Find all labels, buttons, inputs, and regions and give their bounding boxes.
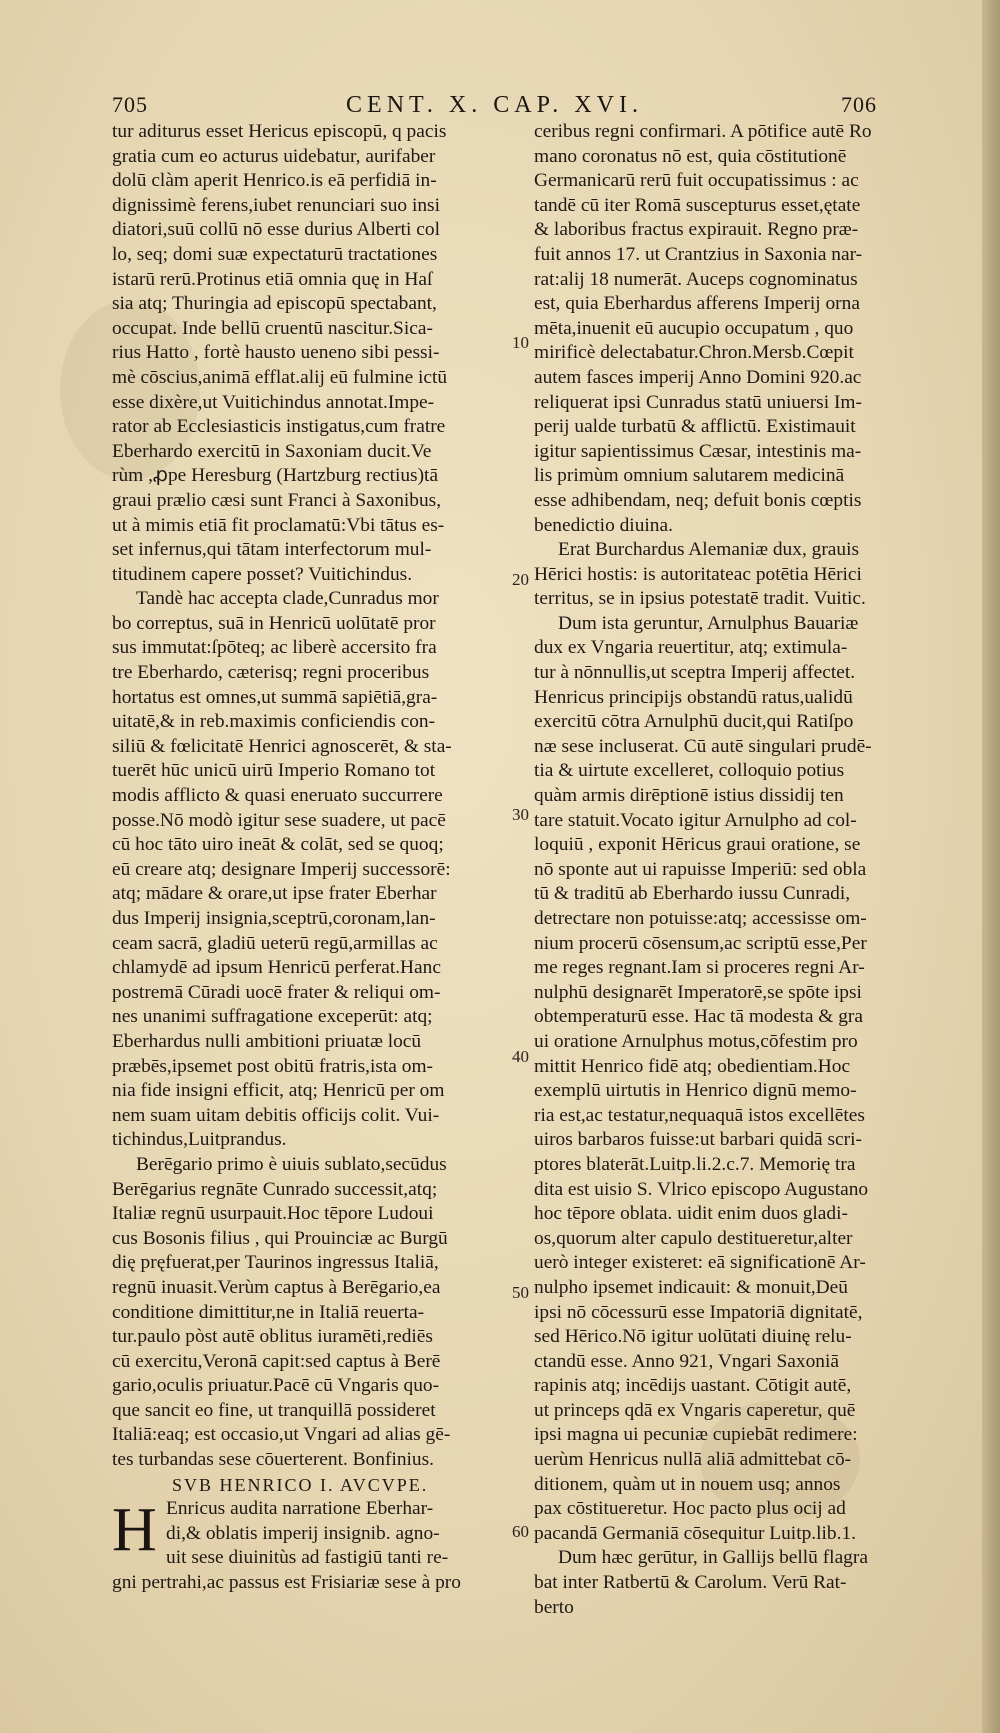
line-number-60: 60 bbox=[512, 1522, 529, 1541]
text-line bbox=[112, 1473, 512, 1498]
text-line-content: lis primùm omnium salutarem medicinā bbox=[534, 465, 845, 487]
text-line-content: dus Imperij insignia,sceptrū,coronam,lan- bbox=[112, 908, 436, 929]
line-number-10: 10 bbox=[512, 333, 529, 352]
text-line bbox=[112, 169, 512, 194]
text-line-content: rius Hatto , fortè hausto ueneno sibi pessi- bbox=[112, 342, 440, 364]
text-line-content: modis afflicto & quasi eneruato succurrere bbox=[112, 785, 443, 807]
text-line bbox=[112, 514, 512, 539]
text-line-content: nium procerū cōsensum,ac scriptū esse,Per bbox=[534, 932, 867, 954]
line-number-50: 50 bbox=[512, 1283, 529, 1302]
text-line-content: quàm armis dirēptionē istius dissidij ten bbox=[534, 785, 844, 807]
text-line bbox=[112, 1153, 512, 1178]
text-line-content: exercitū cōtra Arnulphū ducit,qui Ratiſpo bbox=[534, 711, 854, 733]
text-line bbox=[112, 1079, 512, 1104]
text-line bbox=[534, 1128, 964, 1153]
text-line bbox=[534, 858, 964, 883]
text-line-content: posse.Nō modò igitur sese suadere, ut pacē bbox=[112, 809, 446, 831]
text-line bbox=[534, 1522, 964, 1547]
text-line-content: os,quorum alter capulo destitueretur,alter bbox=[534, 1227, 853, 1249]
text-line bbox=[534, 292, 964, 317]
text-line bbox=[534, 612, 964, 637]
text-line bbox=[534, 120, 964, 145]
text-line bbox=[534, 710, 964, 735]
text-line bbox=[534, 587, 964, 612]
text-line bbox=[112, 1055, 512, 1080]
text-line-content: nia fide insigni efficit, atq; Henricū per om bbox=[112, 1080, 445, 1102]
text-line-content: Dum ista geruntur, Arnulphus Bauariæ bbox=[558, 612, 859, 634]
text-line bbox=[534, 1178, 964, 1203]
text-line-content: chlamydē ad ipsum Henricū perferat.Hanc bbox=[112, 957, 441, 979]
text-line-content: rator ab Ecclesiasticis instigatus,cum fratre bbox=[112, 416, 446, 438]
text-line bbox=[534, 1104, 964, 1129]
text-line-content: Berēgario primo è uiuis sublato,secūdus bbox=[136, 1153, 447, 1175]
text-line-content: ceam sacrā, gladiū ueterū regū,armillas ac bbox=[112, 932, 438, 954]
text-line bbox=[112, 1374, 512, 1399]
text-line bbox=[112, 858, 512, 883]
text-line-content: Tandè hac accepta clade,Cunradus mor bbox=[136, 588, 439, 610]
text-line-content: dignissimè ferens,iubet renunciari suo insi bbox=[112, 194, 440, 216]
text-line-content: autem fasces imperij Anno Domini 920.ac bbox=[534, 366, 862, 388]
text-line-content: di,& oblatis imperij insignib. agno- bbox=[166, 1522, 440, 1544]
text-line bbox=[534, 1251, 964, 1276]
text-line bbox=[534, 1301, 964, 1326]
text-line-content: rapinis atq; incēdijs uastant. Cōtigit autē, bbox=[534, 1375, 852, 1397]
text-line bbox=[534, 1497, 964, 1522]
text-line-content: dię pręfuerat,per Taurinos ingressus Italiā, bbox=[112, 1252, 439, 1274]
text-line-content: næ sese incluserat. Cū autē singulari prudē- bbox=[534, 735, 872, 757]
text-line-content: diatori,suū collū nō esse durius Alberti col bbox=[112, 219, 440, 241]
text-line-content: dita est uisio S. Vlrico episcopo Augustano bbox=[534, 1178, 869, 1200]
text-line-content: hoc tēpore oblata. uidit enim duos gladi- bbox=[534, 1203, 848, 1225]
text-line bbox=[112, 563, 512, 588]
running-head bbox=[112, 92, 877, 122]
text-line bbox=[112, 661, 512, 686]
text-line bbox=[112, 809, 512, 834]
text-line bbox=[534, 366, 964, 391]
text-line-content: præbēs,ipsemet post obitū fratris,ista om- bbox=[112, 1055, 433, 1077]
text-line-content: cū exercitu,Veronā capit:sed captus à Berē bbox=[112, 1350, 441, 1372]
page-number-left: 705 bbox=[112, 92, 148, 117]
text-line bbox=[534, 932, 964, 957]
text-line bbox=[112, 1104, 512, 1129]
text-line-content: mirificè delectabatur.Chron.Mersb.Cœpit bbox=[534, 342, 854, 364]
drop-cap-letter: H bbox=[112, 1496, 157, 1565]
text-line-content: Henricus principijs obstandū ratus,ualidū bbox=[534, 686, 853, 708]
text-line bbox=[534, 1546, 964, 1571]
text-line bbox=[112, 981, 512, 1006]
text-line bbox=[112, 1399, 512, 1424]
text-line bbox=[112, 784, 512, 809]
text-line-content: & laboribus fractus expirauit. Regno præ- bbox=[534, 219, 859, 241]
line-number-30: 30 bbox=[512, 805, 529, 824]
text-line bbox=[112, 1128, 512, 1153]
text-line bbox=[534, 243, 964, 268]
text-line-content: occupat. Inde bellū cruentū nascitur.Sica- bbox=[112, 317, 433, 339]
text-line-content: titudinem capere posset? Vuitichindus. bbox=[112, 563, 413, 585]
text-line bbox=[534, 1350, 964, 1375]
text-line bbox=[534, 440, 964, 465]
text-line-content: Berēgarius regnāte Cunrado successit,atq; bbox=[112, 1178, 438, 1200]
text-line bbox=[112, 956, 512, 981]
text-line bbox=[112, 833, 512, 858]
text-line bbox=[534, 1202, 964, 1227]
text-line bbox=[112, 1350, 512, 1375]
text-line-content: SVB HENRICO I. AVCVPE. bbox=[172, 1474, 429, 1495]
text-line-content: Italiæ regnū usurpauit.Hoc tēpore Ludoui bbox=[112, 1203, 434, 1225]
text-line bbox=[534, 1153, 964, 1178]
text-line bbox=[112, 218, 512, 243]
text-line-content: lo, seq; domi suæ expectaturū tractationes bbox=[112, 243, 438, 265]
text-line-content: tuerēt hūc unicū uirū Imperio Romano tot bbox=[112, 760, 436, 782]
text-line-content: ptores blaterāt.Luitp.li.2.c.7. Memorię tra bbox=[534, 1153, 856, 1175]
text-line bbox=[534, 563, 964, 588]
text-line-content: dux ex Vngaria reuertitur, atq; extimula- bbox=[534, 637, 848, 659]
text-line bbox=[112, 612, 512, 637]
text-line bbox=[112, 464, 512, 489]
text-line-content: sed Hērico.Nō igitur uolūtati diuinę relu- bbox=[534, 1326, 852, 1348]
text-line bbox=[534, 268, 964, 293]
text-line-content: uiros barbaros fuisse:ut barbari quidā scri- bbox=[534, 1129, 862, 1151]
line-number-40: 40 bbox=[512, 1047, 529, 1066]
text-line bbox=[534, 981, 964, 1006]
text-line-content: tare statuit.Vocato igitur Arnulpho ad col- bbox=[534, 809, 857, 831]
page-number-right: 706 bbox=[841, 92, 877, 117]
text-line-content: set infernus,qui tātam interfectorum mul- bbox=[112, 539, 432, 561]
text-line bbox=[112, 1251, 512, 1276]
text-line bbox=[534, 1374, 964, 1399]
text-line-content: tre Eberhardo, cæterisq; regni proceribus bbox=[112, 662, 430, 684]
text-line-content: ditionem, quàm ut in nouem usq; annos bbox=[534, 1473, 841, 1495]
text-line-content: esse adhibendam, neq; defuit bonis cœptis bbox=[534, 489, 862, 511]
text-line bbox=[112, 1497, 512, 1522]
text-line-content: tur.paulo pòst autē oblitus iuramēti,rediēs bbox=[112, 1326, 433, 1348]
text-line bbox=[534, 1571, 964, 1596]
text-line-content: Germanicarū rerū fuit occupatissimus : ac bbox=[534, 170, 859, 192]
text-line bbox=[534, 391, 964, 416]
text-line-content: pacandā Germaniā cōsequitur Luitp.lib.1. bbox=[534, 1522, 856, 1544]
text-line bbox=[534, 1005, 964, 1030]
left-column bbox=[112, 120, 512, 1596]
text-line-content: mēta,inuenit eū aucupio occupatum , quo bbox=[534, 317, 854, 339]
text-line bbox=[112, 415, 512, 440]
text-line-content: cus Bosonis filius , qui Prouinciæ ac Burgū bbox=[112, 1227, 448, 1249]
text-line bbox=[534, 317, 964, 342]
text-line-content: nes unanimi suffragatione exceperūt: atq; bbox=[112, 1006, 433, 1028]
text-line-content: rat:alij 18 numerāt. Auceps cognominatus bbox=[534, 268, 858, 290]
text-line-content: ut princeps qdā ex Vngaris caperetur, quē bbox=[534, 1399, 856, 1421]
text-line-content: regnū inuasit.Verùm captus à Berēgario,ea bbox=[112, 1276, 441, 1298]
text-line-content: tū & traditū ab Eberhardo iussu Cunradi, bbox=[534, 883, 851, 905]
text-line-content: uerò integer existeret: eā significationē Ar- bbox=[534, 1252, 866, 1274]
text-line-content: bo correptus, suā in Henricū uolūtatē pror bbox=[112, 612, 436, 634]
text-line-content: graui prælio cæsi sunt Franci à Saxonibus, bbox=[112, 489, 442, 511]
text-line-content: reliquerat ipsi Cunradus statū uniuersi Im- bbox=[534, 391, 862, 413]
text-line bbox=[534, 907, 964, 932]
text-line-content: territus, se in ipsius potestatē tradit. Vuitic. bbox=[534, 588, 866, 610]
text-line-content: benedictio diuina. bbox=[534, 514, 673, 536]
text-line-content: rùm ,ꝓpe Heresburg (Hartzburg rectius)tā bbox=[112, 465, 439, 487]
text-line bbox=[112, 1030, 512, 1055]
text-line bbox=[112, 268, 512, 293]
text-line-content: esse dixère,ut Vuitichindus annotat.Impe- bbox=[112, 391, 435, 413]
text-line bbox=[112, 636, 512, 661]
text-line bbox=[534, 489, 964, 514]
text-line bbox=[112, 1301, 512, 1326]
text-line bbox=[112, 317, 512, 342]
text-line-content: gratia cum eo acturus uidebatur, aurifaber bbox=[112, 145, 436, 167]
text-line-content: uit sese diuinitùs ad fastigiū tanti re- bbox=[166, 1547, 449, 1569]
text-line-content: Enricus audita narratione Eberhar- bbox=[166, 1498, 434, 1520]
text-line-content: perij ualde turbatū & afflictū. Existimauit bbox=[534, 416, 856, 438]
text-line bbox=[112, 1423, 512, 1448]
text-line-content: bat inter Ratbertū & Carolum. Verū Rat- bbox=[534, 1572, 847, 1594]
text-line-content: sus immutat:ſpōteq; ac liberè accersito fra bbox=[112, 637, 437, 659]
chapter-heading: CENT. X. CAP. XVI. bbox=[346, 92, 643, 118]
text-line bbox=[112, 932, 512, 957]
text-line bbox=[112, 759, 512, 784]
text-line-content: nulphū designarēt Imperatorē,se spōte ipsi bbox=[534, 981, 862, 1003]
text-line-content: Erat Burchardus Alemaniæ dux, grauis bbox=[558, 539, 860, 561]
text-line-content: mittit Henrico fidē atq; obedientiam.Hoc bbox=[534, 1055, 851, 1077]
text-line bbox=[534, 1227, 964, 1252]
text-line bbox=[534, 538, 964, 563]
text-line-content: nem suam uitam debitis officijs colit. Vui- bbox=[112, 1104, 440, 1126]
text-line-content: conditione dimittitur,ne in Italiā reuerta- bbox=[112, 1301, 425, 1323]
text-line-content: postremā Cūradi uocē frater & reliqui om- bbox=[112, 981, 441, 1003]
text-line bbox=[112, 1005, 512, 1030]
text-line bbox=[534, 882, 964, 907]
text-line-content: est, quia Eberhardus afferens Imperij orna bbox=[534, 293, 860, 315]
text-line-content: istarū rerū.Protinus etiā omnia quę in Haſ bbox=[112, 268, 433, 290]
text-line bbox=[534, 464, 964, 489]
text-line bbox=[534, 1423, 964, 1448]
text-line bbox=[534, 145, 964, 170]
text-line bbox=[112, 1227, 512, 1252]
text-line-content: ut à mimis etiā fit proclamatū:Vbi tātus es- bbox=[112, 514, 445, 536]
text-line-content: obtemperaturū esse. Hac tā modesta & gra bbox=[534, 1006, 863, 1028]
text-line-content: hortatus est omnes,ut summā sapiētiā,gra- bbox=[112, 686, 438, 708]
text-line bbox=[112, 686, 512, 711]
text-line-content: tichindus,Luitprandus. bbox=[112, 1129, 287, 1151]
page-edge bbox=[982, 0, 1000, 1733]
text-line bbox=[534, 809, 964, 834]
text-line-content: Dum hæc gerūtur, in Gallijs bellū flagra bbox=[558, 1547, 868, 1569]
text-line bbox=[112, 341, 512, 366]
text-line-content: ceribus regni confirmari. A pōtifice autē Ro bbox=[534, 121, 872, 142]
text-line bbox=[112, 907, 512, 932]
text-line bbox=[534, 1030, 964, 1055]
text-line-content: tur à nōnnullis,ut sceptra Imperij affectet. bbox=[534, 662, 856, 684]
text-line-content: sia atq; Thuringia ad episcopū spectabant, bbox=[112, 293, 437, 315]
text-line bbox=[112, 1276, 512, 1301]
text-line-content: tandē cū iter Romā suscepturus esset,ętate bbox=[534, 194, 861, 216]
text-line-content: Italiā:eaq; est occasio,ut Vngari ad alias gē- bbox=[112, 1424, 451, 1446]
text-line-content: tes turbandas sese cōuerterent. Bonfinius. bbox=[112, 1449, 435, 1471]
text-line bbox=[534, 218, 964, 243]
text-line-content: atq; mādare & orare,ut ipse frater Eberhar bbox=[112, 883, 437, 905]
text-line bbox=[112, 1546, 512, 1571]
text-line-content: nō sponte aut ui rapuisse Imperiū: sed obla bbox=[534, 858, 867, 880]
text-line bbox=[112, 145, 512, 170]
text-line-content: igitur sapientissimus Cæsar, intestinis ma- bbox=[534, 440, 862, 462]
text-line-content: eū creare atq; designare Imperij successorē: bbox=[112, 858, 451, 880]
text-line-content: cū hoc tāto uiro ineāt & colāt, sed se quoq; bbox=[112, 834, 444, 856]
text-line bbox=[112, 1571, 512, 1596]
text-line bbox=[112, 194, 512, 219]
text-line bbox=[534, 661, 964, 686]
text-line-content: me reges regnant.Iam si proceres regni Ar- bbox=[534, 957, 865, 979]
text-line-content: ipsi magna ui pecuniæ cupiebāt redimere: bbox=[534, 1424, 858, 1446]
text-line-content: ctandū esse. Anno 921, Vngari Saxoniā bbox=[534, 1350, 839, 1372]
text-line-content: tia & uirtute excelleret, colloquio potius bbox=[534, 760, 845, 782]
text-line-content: berto bbox=[534, 1596, 574, 1618]
text-line bbox=[534, 735, 964, 760]
text-line bbox=[112, 1325, 512, 1350]
text-line-content: Eberhardo exercitū in Saxoniam ducit.Ve bbox=[112, 440, 432, 462]
text-line bbox=[534, 514, 964, 539]
text-line bbox=[112, 735, 512, 760]
text-line bbox=[534, 1055, 964, 1080]
text-line-content: fuit annos 17. ut Crantzius in Saxonia nar- bbox=[534, 243, 863, 265]
text-line bbox=[112, 440, 512, 465]
text-line bbox=[534, 194, 964, 219]
text-line-content: ui oratione Arnulphus motus,cōfestim pro bbox=[534, 1030, 858, 1052]
text-line bbox=[112, 1448, 512, 1473]
text-line bbox=[534, 1325, 964, 1350]
text-line-content: que sancit eo fine, ut tranquillā possideret bbox=[112, 1399, 436, 1421]
text-line bbox=[534, 1473, 964, 1498]
text-line-content: tur aditurus esset Hericus episcopū, q pacis bbox=[112, 121, 447, 142]
text-line bbox=[534, 1276, 964, 1301]
text-line-content: exemplū uirtutis in Henrico dignū memo- bbox=[534, 1080, 857, 1102]
text-line-content: ipsi nō cōcessurū esse Impatoriā dignitatē, bbox=[534, 1301, 863, 1323]
line-number-20: 20 bbox=[512, 570, 529, 589]
text-line bbox=[112, 366, 512, 391]
text-line bbox=[534, 1079, 964, 1104]
text-line bbox=[112, 1178, 512, 1203]
text-line-content: detrectare non potuisse:atq; accessisse om- bbox=[534, 908, 867, 929]
text-line bbox=[112, 391, 512, 416]
text-line bbox=[112, 710, 512, 735]
text-line bbox=[534, 415, 964, 440]
text-line bbox=[534, 833, 964, 858]
text-line bbox=[112, 882, 512, 907]
text-line-content: ria est,ac testatur,nequaquā istos excellētes bbox=[534, 1104, 865, 1126]
text-line-content: pax cōstitueretur. Hoc pacto plus ocij ad bbox=[534, 1498, 846, 1520]
text-line bbox=[112, 1522, 512, 1547]
text-line-content: nulpho ipsemet indicauit: & monuit,Deū bbox=[534, 1276, 848, 1298]
text-line bbox=[534, 1399, 964, 1424]
text-line bbox=[534, 759, 964, 784]
text-line bbox=[534, 636, 964, 661]
text-line-content: siliū & fœlicitatē Henrici agnoscerēt, & sta- bbox=[112, 735, 452, 757]
text-line bbox=[112, 489, 512, 514]
text-line bbox=[112, 120, 512, 145]
text-line-content: loquiū , exponit Hēricus graui oratione, se bbox=[534, 834, 861, 856]
text-line-content: Hērici hostis: is autoritateac potētia Hērici bbox=[534, 563, 862, 585]
text-line bbox=[534, 784, 964, 809]
text-line-content: gni pertrahi,ac passus est Frisiariæ sese à pro bbox=[112, 1572, 461, 1594]
text-line bbox=[534, 686, 964, 711]
text-line-content: mè cōscius,animā efflat.alij eū fulmine ictū bbox=[112, 366, 448, 388]
text-line-content: dolū clàm aperit Henrico.is eā perfidiā in- bbox=[112, 170, 437, 192]
text-line bbox=[534, 169, 964, 194]
text-line bbox=[112, 587, 512, 612]
text-line bbox=[534, 1448, 964, 1473]
text-line-content: gario,oculis priuatur.Pacē cū Vngaris quo- bbox=[112, 1375, 440, 1397]
text-line bbox=[112, 243, 512, 268]
text-line bbox=[534, 956, 964, 981]
text-line-content: uerùm Henricus nullā aliā admittebat cō- bbox=[534, 1449, 852, 1471]
text-line bbox=[112, 1202, 512, 1227]
text-line-content: Eberhardus nulli ambitioni priuatæ locū bbox=[112, 1030, 422, 1052]
text-line bbox=[112, 292, 512, 317]
text-line bbox=[112, 538, 512, 563]
text-line bbox=[534, 1596, 964, 1621]
right-column bbox=[534, 120, 964, 1620]
text-line-content: mano coronatus nō est, quia cōstitutionē bbox=[534, 145, 847, 167]
text-line-content: uitatē,& in reb.maximis conficiendis con- bbox=[112, 711, 436, 733]
text-line bbox=[534, 341, 964, 366]
